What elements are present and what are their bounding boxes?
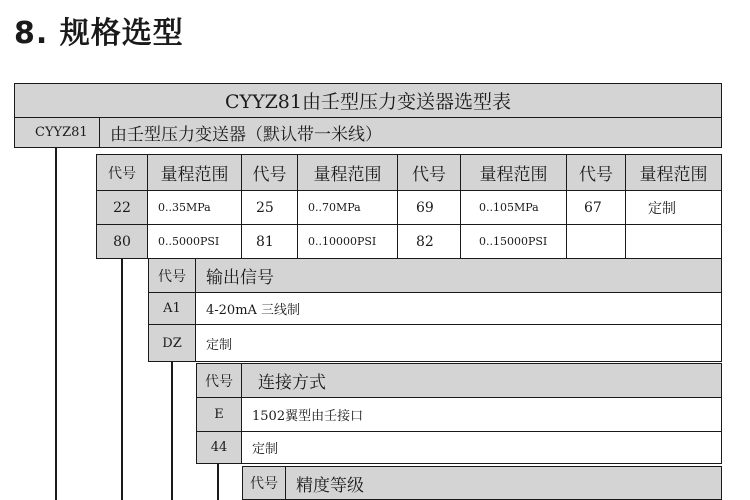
range-value: 定制 <box>625 190 722 225</box>
connection-desc: 定制 <box>241 431 722 464</box>
range-value <box>625 224 722 259</box>
connector-line <box>55 147 57 500</box>
connector-line <box>121 258 123 500</box>
output-code: DZ <box>148 324 196 362</box>
range-value: 0..10000PSI <box>297 224 398 259</box>
output-desc: 定制 <box>195 324 722 362</box>
range-code: 69 <box>397 190 461 225</box>
range-header-code-1: 代号 <box>96 154 148 191</box>
range-value: 0..5000PSI <box>147 224 242 259</box>
table-title: CYYZ81由壬型压力变送器选型表 <box>14 83 722 118</box>
output-title: 输出信号 <box>195 258 722 293</box>
model-description: 由壬型压力变送器（默认带一米线） <box>99 117 722 148</box>
accuracy-title: 精度等级 <box>285 466 722 500</box>
accuracy-code-header: 代号 <box>242 466 286 500</box>
range-code: 22 <box>96 190 148 225</box>
connector-line <box>171 362 173 500</box>
range-code: 80 <box>96 224 148 259</box>
range-code: 25 <box>241 190 298 225</box>
output-code-header: 代号 <box>148 258 196 293</box>
section-heading: 8. 规格选型 <box>14 16 184 51</box>
range-value: 0..15000PSI <box>460 224 567 259</box>
output-desc: 4-20mA 三线制 <box>195 292 722 325</box>
range-header-code-2: 代号 <box>241 154 298 191</box>
range-header-code-4: 代号 <box>566 154 626 191</box>
connection-title: 连接方式 <box>241 363 722 398</box>
connection-desc: 1502翼型由壬接口 <box>241 397 722 432</box>
connector-line <box>217 464 219 500</box>
range-value: 0..35MPa <box>147 190 242 225</box>
range-value: 0..105MPa <box>460 190 567 225</box>
range-header-range-3: 量程范围 <box>460 154 567 191</box>
model-code: CYYZ81 <box>14 117 100 148</box>
range-code <box>566 224 626 259</box>
range-code: 67 <box>566 190 626 225</box>
output-code: A1 <box>148 292 196 325</box>
range-header-code-3: 代号 <box>397 154 461 191</box>
range-header-range-2: 量程范围 <box>297 154 398 191</box>
connection-code-header: 代号 <box>196 363 242 398</box>
range-header-range-1: 量程范围 <box>147 154 242 191</box>
range-code: 81 <box>241 224 298 259</box>
connection-code: E <box>196 397 242 432</box>
range-header-range-4: 量程范围 <box>625 154 722 191</box>
range-value: 0..70MPa <box>297 190 398 225</box>
connection-code: 44 <box>196 431 242 464</box>
range-code: 82 <box>397 224 461 259</box>
